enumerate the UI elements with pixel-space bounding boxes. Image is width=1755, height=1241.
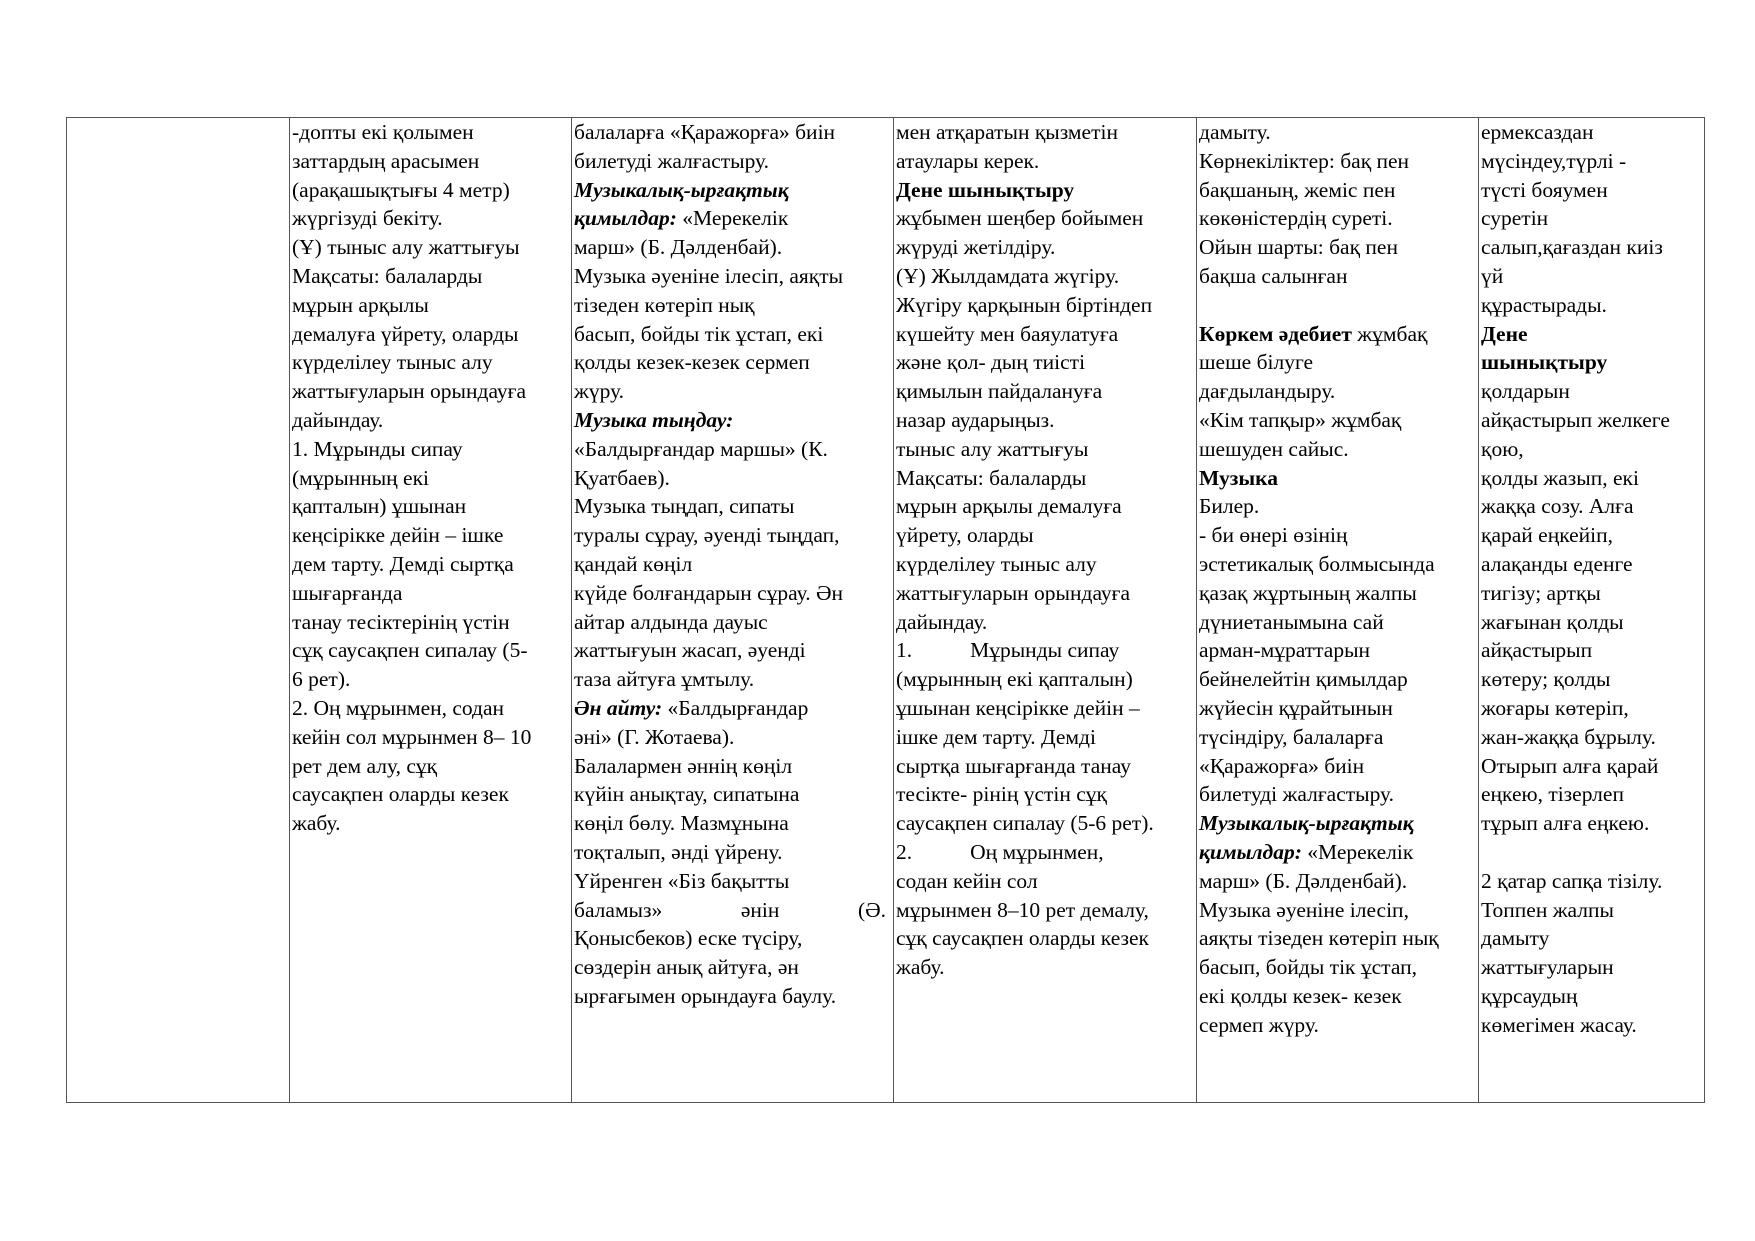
text-line: қою, (1481, 436, 1524, 461)
text-line: 1. Мұрынды сипау (292, 436, 463, 461)
text-line: «Қаражорға» биін (1199, 753, 1365, 778)
text-line: Үйренген «Біз бақытты (574, 868, 790, 893)
text-line: түсіндіру, балаларға (1199, 724, 1384, 749)
text-line: Оң мұрынмен, (970, 839, 1104, 864)
text-line: «Балдырғандар (662, 695, 809, 720)
text-line: айқастырып желкеге (1481, 407, 1670, 432)
text-line: кеңсірікке дейін – ішке (292, 523, 504, 548)
text-line: қимылын пайдалануға (896, 379, 1103, 404)
text-line: жағынан қолды (1481, 609, 1624, 634)
text-line: 6 рет). (292, 667, 351, 692)
text-line: «Мерекелік (676, 206, 789, 231)
text-line: күрделілеу тыныс алу (896, 551, 1097, 576)
text-line: Музыка әуеніне ілесіп, аяқты (574, 263, 844, 288)
text-line: сөздерін анық айтуға, ән (574, 955, 799, 980)
text-line: Қуатбаев). (574, 465, 670, 490)
text-line: әні» (Г. Жотаева). (574, 724, 735, 749)
text-line: көңіл бөлу. Мазмұнына (574, 811, 789, 836)
text-line: 2. Оң мұрынмен, содан (292, 695, 505, 720)
text-line: Музыка тыңдап, сипаты (574, 494, 795, 519)
text-line: қазақ жұртының жалпы (1199, 580, 1417, 605)
text-line: Көрнекіліктер: бақ пен (1199, 148, 1410, 173)
text-line: жұбымен шеңбер бойымен (896, 206, 1144, 231)
text-line: қолды кезек-кезек сермеп (574, 350, 810, 375)
text-line: сұқ саусақпен сипалау (5- (292, 638, 528, 663)
section-heading: Музыкалық-ырғақтық (1199, 811, 1414, 836)
text-line: қолды жазып, екі (1481, 465, 1639, 490)
lesson-plan-table (66, 117, 1705, 1103)
text-line: ішке дем тарту. Демді (896, 724, 1096, 749)
text-line: дайындау. (896, 609, 988, 634)
text-line: (мұрынның екі (292, 465, 430, 490)
text-line: аяқты тізеден көтеріп нық (1199, 926, 1439, 951)
text-line: жүруді жетілдіру. (896, 235, 1056, 260)
text-line: жүру. (574, 379, 625, 404)
text-line: ырғағымен орындауға баулу. (574, 983, 837, 1008)
text-line: дем тарту. Демді сыртқа (292, 551, 514, 576)
text-line: билетуді жалғастыру. (574, 148, 770, 173)
text-line: қарай еңкейіп, (1481, 523, 1614, 548)
text-line: дайындау. (292, 407, 384, 432)
text-line: жаттығуын жасап, әуенді (574, 638, 806, 663)
text-line: назар аударыңыз. (896, 407, 1055, 432)
text-line: екі қолды кезек- кезек (1199, 983, 1402, 1008)
section-heading: қимылдар: (574, 206, 677, 231)
table-cell-literature-music (1197, 118, 1479, 1103)
text-line: Мақсаты: балаларды (896, 465, 1087, 490)
text-line: сыртқа шығарғанда танау (896, 753, 1131, 778)
text-line: Қонысбеков) еске түсіру, (574, 926, 803, 951)
text-line: жаттығуларын (1481, 955, 1614, 980)
text-line: қолдарын (1481, 379, 1570, 404)
text-line: бақша салынған (1199, 263, 1348, 288)
text-line: тұрып алға еңкею. (1481, 811, 1650, 836)
text-line: дүниетанымына сай (1199, 609, 1384, 634)
text-line: күйде болғандарын сұрау. Ән (574, 580, 843, 605)
text-line: құрастырады. (1481, 292, 1607, 317)
text-line: қапталын) ұшынан (292, 494, 467, 519)
text-line: Мұрынды сипау (970, 638, 1120, 663)
text-line: жүргізуді бекіту. (292, 206, 443, 231)
text-line: басып, бойды тік ұстап, екі (574, 321, 824, 346)
text-line: «Мерекелік (1301, 839, 1414, 864)
section-heading: Музыка тыңдау: (574, 407, 734, 432)
text-line: туралы сұрау, әуенді тыңдап, (574, 523, 840, 548)
text-line: бейнелейтін қимылдар (1199, 667, 1408, 692)
text-line: және қол- дың тиісті (896, 350, 1086, 375)
text-line: мен атқаратын қызметін (896, 120, 1118, 144)
text-line: балаларға «Қаражорға» биін (574, 120, 836, 144)
text-line: сермеп жүру. (1199, 1012, 1319, 1037)
text-line: тізеден көтеріп нық (574, 292, 755, 317)
text-line: 2 қатар сапқа тізілу. (1481, 868, 1663, 893)
text-line: жаттығуларын орындауға (896, 580, 1131, 605)
text-line: мұрын арқылы (292, 292, 429, 317)
section-heading: Дене (1481, 321, 1528, 346)
text-line: (арақашықтығы 4 метр) (292, 177, 510, 202)
section-heading: Көркем әдебиет (1199, 321, 1352, 346)
text-line: демалуға үйрету, оларды (292, 321, 519, 346)
section-heading: Дене шынықтыру (896, 177, 1075, 202)
text-line: Топпен жалпы (1481, 897, 1614, 922)
table-cell-empty (67, 118, 290, 1103)
text-line: Жүгіру қарқынын біртіндеп (896, 292, 1153, 317)
text-line: кейін сол мұрынмен 8– 10 (292, 724, 532, 749)
text-line: - би өнері өзінің (1199, 523, 1348, 548)
text-line: рет дем алу, сұқ (292, 753, 438, 778)
text-line: Отырып алға қарай (1481, 753, 1659, 778)
text-line: мүсіндеу,түрлі - (1481, 148, 1627, 173)
section-heading: Музыкалық-ырғақтық (574, 177, 789, 202)
text-line: марш» (Б. Дәлденбай). (574, 235, 783, 260)
text-line: жабу. (896, 955, 945, 980)
text-line: жан-жаққа бұрылу. (1481, 724, 1656, 749)
text-line: мұрын арқылы демалуға (896, 494, 1122, 519)
text-line: тигізу; артқы (1481, 580, 1601, 605)
text-line: қандай көңіл (574, 551, 693, 576)
text-line: шешуден сайыс. (1199, 436, 1349, 461)
text-line: мұрынмен 8–10 рет демалу, (896, 897, 1149, 922)
text-line: үйрету, оларды (896, 523, 1034, 548)
text-line: (мұрынның екі қапталын) (896, 667, 1133, 692)
text-line: әнін (740, 897, 780, 922)
text-line: (Ә. (857, 897, 886, 922)
table-cell-breathing-exercise (290, 118, 572, 1103)
text-line: жаттығуларын орындауға (292, 379, 527, 404)
text-line: күрделілеу тыныс алу (292, 350, 493, 375)
text-line: шығарғанда (292, 580, 403, 605)
text-line: 2. (896, 839, 913, 864)
table-row (67, 118, 1705, 1103)
text-line: -допты екі қолымен (292, 120, 474, 144)
text-line: салып,қағаздан киіз (1481, 235, 1663, 260)
table-cell-physical-education (894, 118, 1197, 1103)
text-line: жұмбақ (1351, 321, 1428, 346)
text-line: көмегімен жасау. (1481, 1012, 1637, 1037)
text-line: сұқ саусақпен оларды кезек (896, 926, 1150, 951)
text-line: еңкею, тізерлеп (1481, 782, 1624, 807)
text-line: жүйесін құрайтынын (1199, 695, 1393, 720)
text-line: таза айтуға ұмтылу. (574, 667, 755, 692)
section-heading: қимылдар: (1199, 839, 1302, 864)
text-line: Ойын шарты: бақ пен (1199, 235, 1398, 260)
text-line: күйін анықтау, сипатына (574, 782, 800, 807)
text-line: (Ұ) тыныс алу жаттығуы (292, 235, 520, 260)
section-heading: Ән айту: (574, 695, 663, 720)
text-line: тоқталып, әнді үйрену. (574, 839, 783, 864)
text-line: тесікте- рінің үстін сұқ (896, 782, 1107, 807)
text-line: баламыз» (574, 897, 663, 922)
text-line: 1. (896, 638, 913, 663)
text-line: марш» (Б. Дәлденбай). (1199, 868, 1408, 893)
text-line: шеше білуге (1199, 350, 1314, 375)
text-line: Балалармен әннің көңіл (574, 753, 793, 778)
text-line: түсті бояумен (1481, 177, 1608, 202)
text-line: көкөністердің суреті. (1199, 206, 1393, 231)
text-line: арман-мұраттарын (1199, 638, 1371, 663)
text-line: «Балдырғандар маршы» (К. (574, 436, 828, 461)
text-line: алақанды еденге (1481, 551, 1633, 576)
text-line: айқастырып (1481, 638, 1593, 663)
table-cell-music (572, 118, 894, 1103)
text-line: үй (1481, 263, 1504, 288)
text-line: құрсаудың (1481, 983, 1578, 1008)
text-line: басып, бойды тік ұстап, (1199, 955, 1417, 980)
text-line: бақшаның, жеміс пен (1199, 177, 1396, 202)
text-line: ұшынан кеңсірікке дейін – (896, 695, 1140, 720)
text-line: саусақпен оларды кезек (292, 782, 509, 807)
text-line: тыныс алу жаттығуы (896, 436, 1089, 461)
text-line: танау тесіктерінің үстін (292, 609, 510, 634)
text-line: дағдыландыру. (1199, 379, 1336, 404)
section-heading: шынықтыру (1481, 350, 1608, 375)
text-line: Музыка әуеніне ілесіп, (1199, 897, 1409, 922)
table-cell-modeling-exercise (1479, 118, 1705, 1103)
section-heading: Музыка (1199, 465, 1278, 490)
text-line: (Ұ) Жылдамдата жүгіру. (896, 263, 1120, 288)
text-line: эстетикалық болмысында (1199, 551, 1435, 576)
text-line: Мақсаты: балаларды (292, 263, 483, 288)
text-line: ермексаздан (1481, 120, 1594, 144)
text-line: Билер. (1199, 494, 1260, 519)
text-line: атаулары керек. (896, 148, 1040, 173)
text-line: саусақпен сипалау (5-6 рет). (896, 811, 1154, 836)
text-line: суретін (1481, 206, 1549, 231)
text-line: дамыту (1481, 926, 1550, 951)
text-line: жаққа созу. Алға (1481, 494, 1634, 519)
text-line: көтеру; қолды (1481, 667, 1611, 692)
text-line: күшейту мен баяулатуға (896, 321, 1119, 346)
text-line: айтар алдында дауыс (574, 609, 768, 634)
text-line: дамыту. (1199, 120, 1271, 144)
text-line: жоғары көтеріп, (1481, 695, 1629, 720)
text-line: жабу. (292, 811, 341, 836)
text-line: содан кейін сол (896, 868, 1038, 893)
text-line: «Кім тапқыр» жұмбақ (1199, 407, 1402, 432)
text-line: заттардың арасымен (292, 148, 480, 173)
text-line: билетуді жалғастыру. (1199, 782, 1395, 807)
